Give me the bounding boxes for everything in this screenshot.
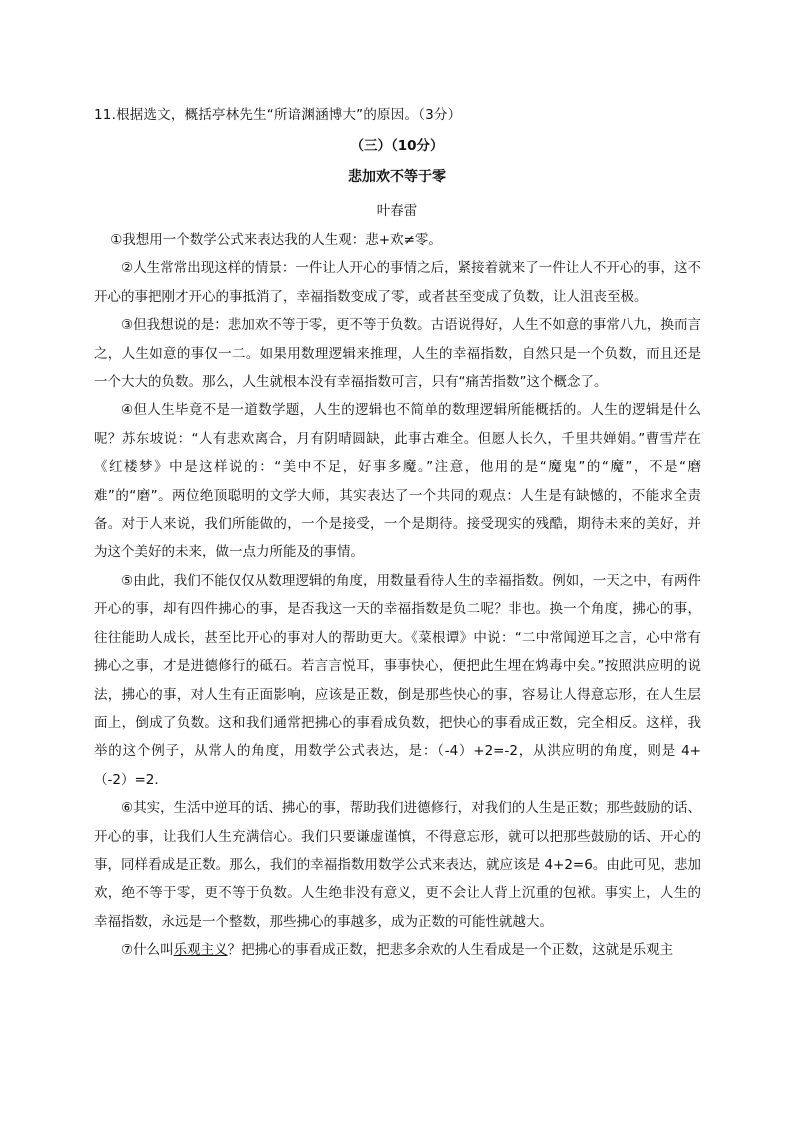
- section-heading: （三）（10分）: [350, 138, 444, 154]
- question-11: 11.根据选文，概括亭林先生“所谙渊涵博大”的原因。（3分）: [94, 107, 462, 123]
- paragraph-7: [94, 936, 701, 964]
- paragraph-6: ⑥其实，生活中逆耳的话、拂心的事，帮助我们进德修行，对我们的人生是正数；那些鼓励的话、开心的事，让我们人生充满信心。我们只要谦虚谨慎，不得意忘形，就可以把那些鼓励的话、开心的事，同样看成是正数。那么，我们的幸福指数用数学公式来表达，就应该是 4+2=6。由此可见，悲加欢，绝不等于零，更不等于负数。人生绝非没有意义，更不会让人背上沉重的包袱。事实上，人生的幸福指数，永远是一个整数，那些拂心的事越多，成为正数的可能性就越大。: [94, 800, 701, 930]
- paragraph-7-suffix: ？把拂心的事看成正数，把悲多余欢的人生看成是一个正数，这就是乐观主: [227, 942, 674, 959]
- article-author: 叶春雷: [376, 203, 418, 219]
- paragraph-1: ①我想用一个数学公式来表达我的人生观：悲+欢≠零。: [110, 232, 442, 248]
- paragraph-3: ③但我想说的是：悲加欢不等于零，更不等于负数。古语说得好，人生不如意的事常八九，换而言之，人生如意的事仅一二。如果用数理逻辑来推理，人生的幸福指数，自然只是一个负数，而且还是一个大大的负数。那么，人生就根本没有幸福指数可言，只有“痛苦指数”这个概念了。: [94, 317, 701, 391]
- underlined-term: 乐观主义: [173, 942, 228, 959]
- article-body: [94, 226, 701, 965]
- article-title: 悲加欢不等于零: [348, 169, 446, 185]
- paragraph-2: ②人生常常出现这样的情景：一件让人开心的事情之后，紧接着就来了一件让人不开心的事，这不开心的事把刚才开心的事抵消了，幸福指数变成了零，或者甚至变成了负数，让人沮丧至极。: [94, 260, 701, 305]
- paragraph-5: ⑤由此，我们不能仅仅从数理逻辑的角度，用数量看待人生的幸福指数。例如，一天之中，有两件开心的事，却有四件拂心的事，是否我这一天的幸福指数是负二呢？非也。换一个角度，拂心的事，往往能助人成长，甚至比开心的事对人的帮助更大。《菜根谭》中说：“二中常闻逆耳之言，心中常有拂心之事，才是进德修行的砥石。若言言悦耳，事事快心，便把此生埋在鸩毒中矣。”按照洪应明的说法，拂心的事，对人生有正面影响，应该是正数，倒是那些快心的事，容易让人得意忘形，在人生层面上，倒成了负数。这和我们通常把拂心的事看成负数，把快心的事看成正数，完全相反。这样，我举的这个例子，从常人的角度，用数学公式表达，是：（-4）+2=-2，从洪应明的角度，则是 4+（-2）=2.: [94, 572, 701, 788]
- paragraph-7-prefix: ⑦什么叫: [121, 942, 174, 959]
- paragraph-4: ④但人生毕竟不是一道数学题，人生的逻辑也不简单的数理逻辑所能概括的。人生的逻辑是什么呢？苏东坡说：“人有悲欢离合，月有阴晴圆缺，此事古难全。但愿人长久，千里共婵娟。”曹雪芹在《红楼梦》中是这样说的：“美中不足，好事多魔。”注意，他用的是“魔鬼”的“魔”，不是“磨难”的“磨”。两位绝顶聪明的文学大师，其实表达了一个共同的观点：人生是有缺憾的，不能求全责备。对于人来说，我们所能做的，一个是接受，一个是期待。接受现实的残酷，期待未来的美好，并为这个美好的未来，做一点力所能及的事情。: [94, 402, 701, 561]
